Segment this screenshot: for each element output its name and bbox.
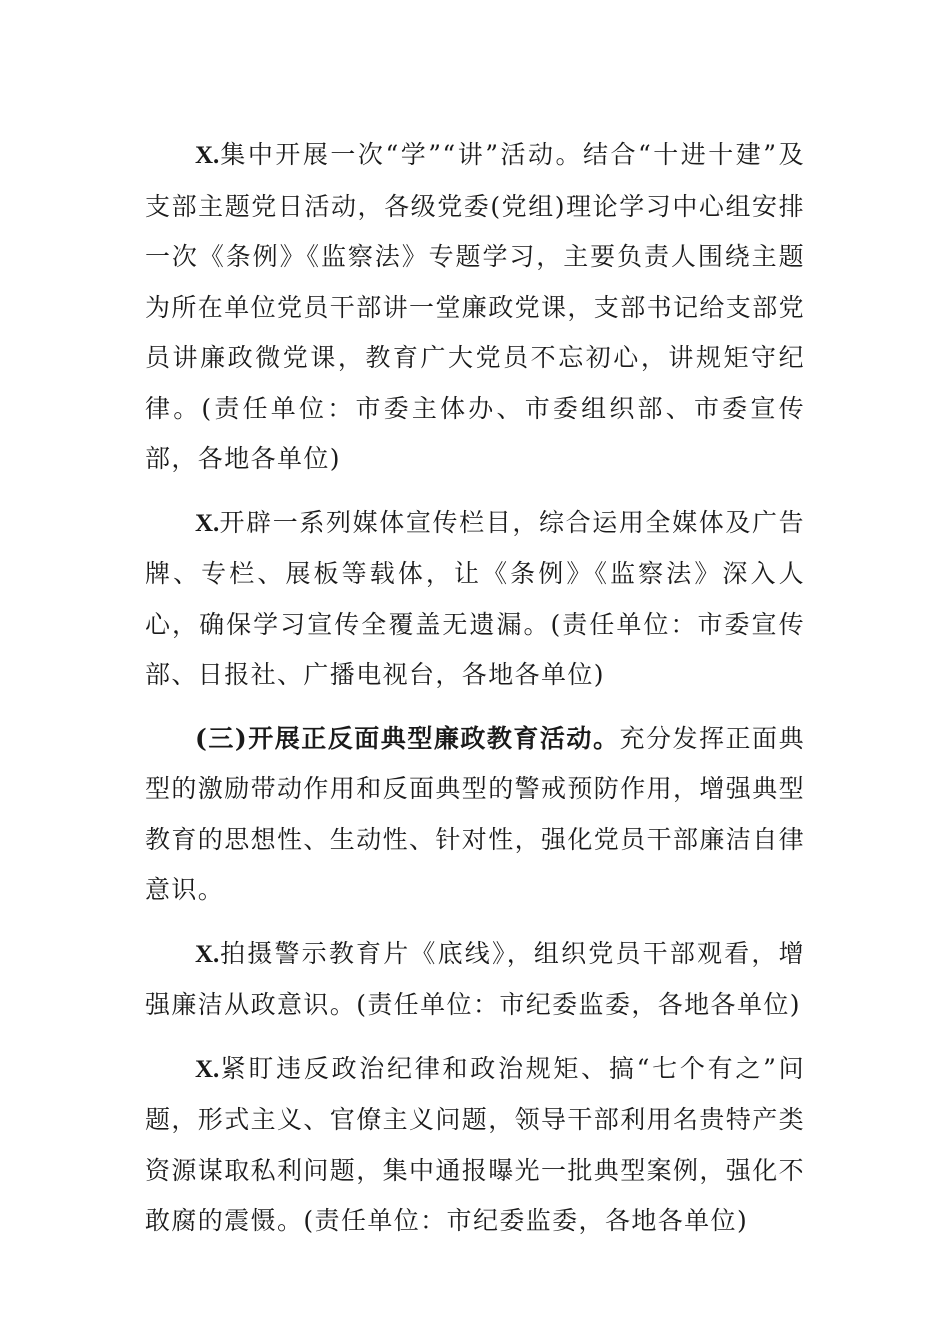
item-number: X. [195,142,220,169]
section-heading: (三)开展正反面典型廉政教育活动。 [195,723,620,753]
paragraph-text: 拍摄警示教育片《底线》，组织党员干部观看，增强廉洁从政意识。(责任单位：市纪委监委，各地各单位) [145,938,805,1019]
document-body [145,130,805,1260]
item-number: X. [195,1055,220,1083]
item-number: X. [195,509,220,537]
paragraph-text: 开辟一系列媒体宣传栏目，综合运用全媒体及广告牌、专栏、展板等载体，让《条例》《监察法》深入人心，确保学习宣传全覆盖无遗漏。(责任单位：市委宣传部、日报社、广播电视台，各地各单位) [145,507,805,689]
paragraph-item-3 [145,929,805,1031]
item-number: X. [195,940,220,968]
paragraph-text: 充分发挥正面典型的激励带动作用和反面典型的警戒预防作用，增强典型教育的思想性、生动性、针对性，强化党员干部廉洁自律意识。 [145,723,806,904]
paragraph-item-2 [145,498,805,701]
paragraph-text: 紧盯违反政治纪律和政治规矩、搞“七个有之”问题，形式主义、官僚主义问题，领导干部利用名贵特产类资源谋取私利问题，集中通报曝光一批典型案例，强化不敢腐的震慑。(责任单位：市纪委监委，各地各单位) [145,1053,806,1235]
paragraph-item-1 [145,130,805,485]
paragraph-item-4 [145,1044,805,1247]
section-heading-paragraph [145,714,805,916]
paragraph-text: 集中开展一次“学”“讲”活动。结合“十进十建”及支部主题党日活动，各级党委(党组)理论学习中心组安排一次《条例》《监察法》专题学习，主要负责人围绕主题为所在单位党员干部讲一堂廉政党课，支部书记给支部党员讲廉政微党课，教育广大党员不忘初心，讲规矩守纪律。(责任单位：市委主体办、市委组织部、市委宣传部，各地各单位) [145,140,806,473]
